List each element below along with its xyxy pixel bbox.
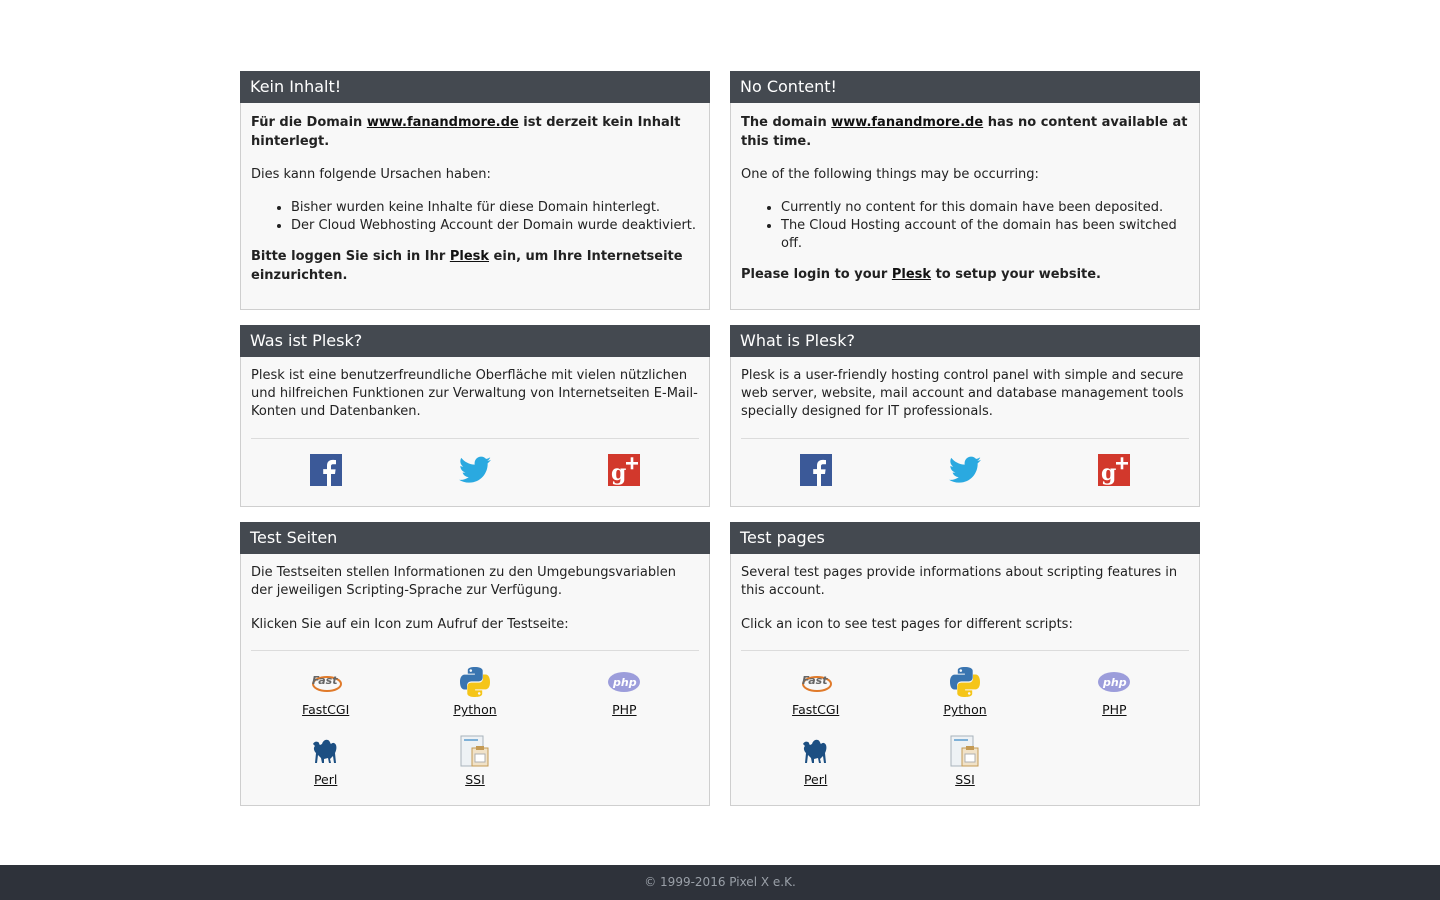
row-no-content	[240, 71, 1200, 310]
domain-link[interactable]: www.fanandmore.de	[366, 115, 519, 130]
panel-test-seiten	[240, 522, 710, 806]
script-icons-row	[251, 665, 699, 719]
login-message	[741, 265, 1189, 284]
svg-text:g: g	[611, 460, 627, 486]
domain-message	[251, 113, 699, 151]
fastcgi-icon	[309, 665, 343, 699]
twitter-link[interactable]	[400, 456, 549, 484]
reasons-list	[291, 199, 699, 235]
divider	[741, 438, 1189, 439]
php-label[interactable]: PHP	[1102, 702, 1127, 717]
facebook-icon[interactable]	[800, 454, 832, 486]
test-pages-description: Several test pages provide informations about scripting features in this account.	[741, 565, 1178, 598]
login-message	[251, 247, 699, 285]
login-message-post: to setup your website.	[931, 267, 1101, 282]
panel-body	[731, 357, 1199, 506]
plesk-description: Plesk is a user-friendly hosting control panel with simple and secure web server, website, mail account and database management tools specially designed for IT professionals.	[741, 368, 1184, 419]
fastcgi-test-link[interactable]	[741, 665, 890, 719]
script-icons-row	[251, 735, 699, 789]
perl-camel-icon	[309, 735, 343, 769]
login-message-post: ein, um Ihre Internetseite einzurichten.	[251, 249, 683, 283]
plesk-description: Plesk ist eine benutzerfreundliche Oberfläche mit vielen nützlichen und hilfreichen Funktionen zur Verwaltung von Internetseiten E-Mail-Konten und Datenbanken.	[251, 368, 698, 419]
python-icon	[458, 665, 492, 699]
panel-test-pages	[730, 522, 1200, 806]
reason-item: • Bisher wurden keine Inhalte für diese Domain hinterlegt.	[291, 199, 699, 217]
domain-message	[741, 113, 1189, 151]
python-test-link[interactable]	[890, 665, 1039, 719]
fastcgi-test-link[interactable]	[251, 665, 400, 719]
login-message-pre: Bitte loggen Sie sich in Ihr	[251, 249, 450, 264]
facebook-link[interactable]	[251, 454, 400, 486]
panel-body	[241, 357, 709, 506]
python-label[interactable]: Python	[943, 702, 987, 717]
script-icons-row	[741, 665, 1189, 719]
ssi-label[interactable]: SSI	[465, 772, 485, 787]
facebook-link[interactable]	[741, 454, 890, 486]
panel-kein-inhalt	[240, 71, 710, 310]
php-icon	[1097, 665, 1131, 699]
php-test-link[interactable]	[550, 665, 699, 719]
plesk-link[interactable]: Plesk	[449, 249, 490, 264]
google-plus-icon[interactable]	[1098, 454, 1130, 486]
fastcgi-icon	[799, 665, 833, 699]
copyright-text: © 1999-2016 Pixel X e.K.	[644, 875, 796, 889]
svg-text:g: g	[1101, 460, 1117, 486]
twitter-link[interactable]	[890, 456, 1039, 484]
php-icon	[607, 665, 641, 699]
python-icon	[948, 665, 982, 699]
fastcgi-icon-text: Fast	[801, 674, 828, 687]
test-pages-description: Die Testseiten stellen Informationen zu den Umgebungsvariablen der jeweiligen Scripting-Sprache zur Verfügung.	[251, 565, 676, 598]
test-pages-hint: Click an icon to see test pages for different scripts:	[741, 617, 1073, 632]
panel-title: Kein Inhalt!	[240, 71, 710, 103]
panel-body	[731, 554, 1199, 805]
row-test-pages	[240, 522, 1200, 806]
reason-item: • The Cloud Hosting account of the domain has been switched off.	[781, 217, 1189, 253]
google-plus-link[interactable]	[550, 454, 699, 486]
fastcgi-label[interactable]: FastCGI	[302, 702, 350, 717]
divider	[741, 650, 1189, 651]
php-test-link[interactable]	[1040, 665, 1189, 719]
twitter-icon[interactable]	[949, 456, 981, 484]
facebook-icon[interactable]	[310, 454, 342, 486]
google-plus-icon[interactable]	[608, 454, 640, 486]
panel-body	[731, 103, 1199, 308]
panel-title: What is Plesk?	[730, 325, 1200, 357]
script-icons-row	[741, 735, 1189, 789]
domain-message-pre: The domain	[741, 115, 832, 130]
perl-label[interactable]: Perl	[313, 772, 338, 787]
footer	[0, 865, 1440, 900]
reasons-intro: Dies kann folgende Ursachen haben:	[251, 167, 491, 182]
python-label[interactable]: Python	[453, 702, 497, 717]
domain-message-post: ist derzeit kein Inhalt hinterlegt.	[251, 115, 681, 149]
content-grid	[240, 71, 1200, 821]
panel-what-is-plesk	[730, 325, 1200, 507]
panel-body	[241, 554, 709, 805]
reason-item: • Currently no content for this domain have been deposited.	[781, 199, 1189, 217]
ssi-test-link[interactable]	[890, 735, 1039, 789]
perl-test-link[interactable]	[251, 735, 400, 789]
row-what-is-plesk	[240, 325, 1200, 507]
perl-camel-icon	[799, 735, 833, 769]
ssi-label[interactable]: SSI	[955, 772, 975, 787]
php-label[interactable]: PHP	[612, 702, 637, 717]
perl-label[interactable]: Perl	[803, 772, 828, 787]
panel-title: No Content!	[730, 71, 1200, 103]
domain-link[interactable]: www.fanandmore.de	[831, 115, 984, 130]
reasons-intro: One of the following things may be occurring:	[741, 167, 1039, 182]
reasons-list	[781, 199, 1189, 253]
ssi-document-icon	[948, 735, 982, 769]
php-icon-text: php	[1103, 676, 1127, 689]
panel-title: Test pages	[730, 522, 1200, 554]
test-pages-hint: Klicken Sie auf ein Icon zum Aufruf der Testseite:	[251, 617, 569, 632]
panel-was-ist-plesk	[240, 325, 710, 507]
panel-title: Was ist Plesk?	[240, 325, 710, 357]
php-icon-text: php	[613, 676, 637, 689]
login-message-pre: Please login to your	[741, 267, 892, 282]
ssi-test-link[interactable]	[400, 735, 549, 789]
divider	[251, 650, 699, 651]
twitter-icon[interactable]	[459, 456, 491, 484]
python-test-link[interactable]	[400, 665, 549, 719]
reason-item: • Der Cloud Webhosting Account der Domain wurde deaktiviert.	[291, 217, 699, 235]
google-plus-link[interactable]	[1040, 454, 1189, 486]
panel-no-content	[730, 71, 1200, 310]
perl-test-link[interactable]	[741, 735, 890, 789]
divider	[251, 438, 699, 439]
panel-body	[241, 103, 709, 309]
social-icons	[251, 454, 699, 486]
plesk-link[interactable]: Plesk	[891, 267, 932, 282]
domain-message-post: has no content available at this time.	[741, 115, 1188, 149]
panel-title: Test Seiten	[240, 522, 710, 554]
fastcgi-icon-text: Fast	[311, 674, 338, 687]
domain-message-pre: Für die Domain	[251, 115, 367, 130]
social-icons	[741, 454, 1189, 486]
fastcgi-label[interactable]: FastCGI	[792, 702, 840, 717]
ssi-document-icon	[458, 735, 492, 769]
